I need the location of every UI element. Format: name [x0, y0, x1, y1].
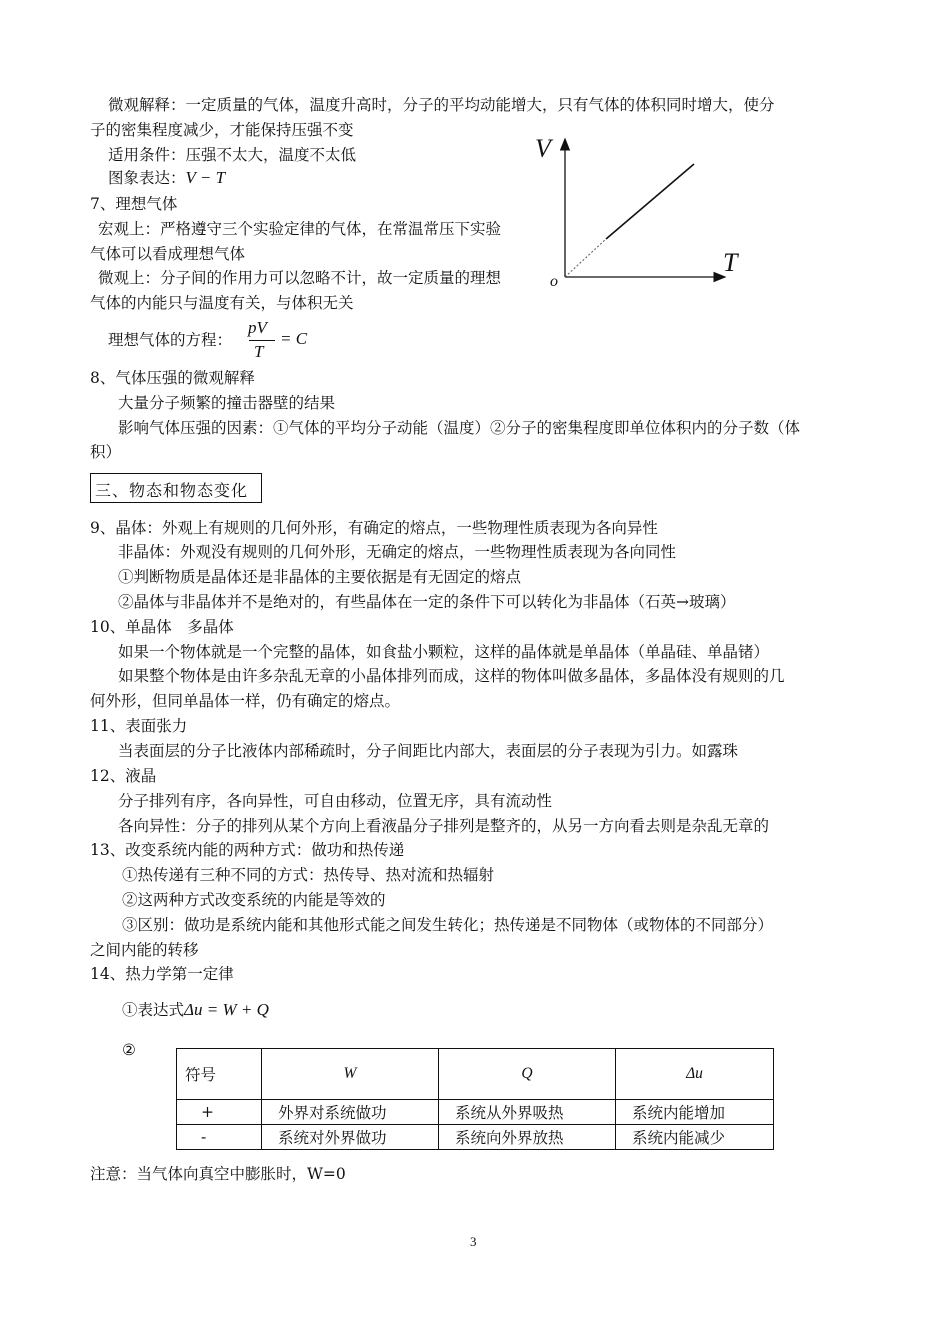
ideal-gas-equation-label: 理想气体的方程： — [108, 331, 233, 349]
table-header-cell: W — [262, 1049, 439, 1100]
internal-energy-line1: ①热传递有三种不同的方式：热传导、热对流和热辐射 — [122, 866, 495, 884]
table-header-cell: Q — [439, 1049, 616, 1100]
equation-numerator: pV — [248, 318, 267, 337]
micro-explanation-line2: 子的密集程度减少，才能保持压强不变 — [90, 121, 354, 139]
expression-formula: Δu = W + Q — [184, 1000, 269, 1019]
liquid-crystal-line2: 各向异性：分子的排列从某个方向上看液晶分子排列是整齐的，从另一方向看去则是杂乱无章的 — [118, 817, 770, 835]
applicable-conditions: 适用条件：压强不太大，温度不太低 — [108, 146, 357, 164]
ideal-gas-macro-line1: 宏观上：严格遵守三个实验定律的气体，在常温常压下实验 — [98, 220, 502, 238]
ideal-gas-micro-line1: 微观上：分子间的作用力可以忽略不计，故一定质量的理想 — [98, 269, 502, 287]
table-header-row — [177, 1049, 774, 1100]
internal-energy-line3: ③区别：做功是系统内能和其他形式能之间发生转化；热传递是不同物体（或物体的不同部分） — [122, 916, 774, 934]
noncrystal-line: 非晶体：外观没有规则的几何外形，无确定的熔点，一些物理性质表现为各向同性 — [118, 543, 677, 561]
single-poly-line2: 如果整个物体是由许多杂乱无章的小晶体排列而成，这样的物体叫做多晶体，多晶体没有规则的几 — [118, 667, 785, 685]
single-poly-line1: 如果一个物体就是一个完整的晶体，如食盐小颗粒，这样的晶体就是单晶体（单晶硅、单晶锗） — [118, 643, 770, 661]
internal-energy-line2: ②这两种方式改变系统的内能是等效的 — [122, 891, 386, 909]
origin-label: o — [550, 273, 558, 290]
table-cell: 系统从外界吸热 — [439, 1100, 616, 1125]
table-cell: 系统向外界放热 — [439, 1125, 616, 1150]
graph-expression-label: 图象表达： — [108, 169, 186, 187]
table-header-cell: Δu — [616, 1049, 774, 1100]
micro-explanation-line1: 微观解释：一定质量的气体，温度升高时，分子的平均动能增大，只有气体的体积同时增大，使分 — [108, 96, 775, 114]
pressure-title: 8、气体压强的微观解释 — [90, 369, 255, 387]
extrapolation-dotted-line — [565, 239, 606, 277]
page-number: 3 — [470, 1234, 477, 1249]
table-cell: 系统内能减少 — [616, 1125, 774, 1150]
table-row — [177, 1100, 774, 1125]
table-marker: ② — [122, 1041, 136, 1059]
crystal-note2: ②晶体与非晶体并不是绝对的，有些晶体在一定的条件下可以转化为非晶体（石英→玻璃） — [118, 593, 736, 611]
v-t-graph — [530, 130, 760, 295]
first-law-note: 注意：当气体向真空中膨胀时，W=0 — [90, 1165, 346, 1183]
pressure-line1: 大量分子频繁的撞击器壁的结果 — [118, 394, 336, 412]
single-poly-title: 10、单晶体 多晶体 — [90, 618, 234, 636]
pressure-line3: 积） — [90, 443, 122, 461]
liquid-crystal-line1: 分子排列有序，各向异性，可自由移动，位置无序，具有流动性 — [118, 792, 553, 810]
table-cell: 系统内能增加 — [616, 1100, 774, 1125]
first-law-title: 14、热力学第一定律 — [90, 965, 234, 983]
v-t-line — [606, 164, 694, 239]
table-header-cell: 符号 — [177, 1049, 262, 1100]
ideal-gas-macro-line2: 气体可以看成理想气体 — [90, 245, 246, 263]
surface-tension-line1: 当表面层的分子比液体内部稀疏时，分子间距比内部大，表面层的分子表现为引力。如露珠 — [118, 742, 739, 760]
pressure-line2: 影响气体压强的因素：①气体的平均分子动能（温度）②分子的密集程度即单位体积内的分子数（体 — [118, 419, 801, 437]
ideal-gas-micro-line2: 气体的内能只与温度有关，与体积无关 — [90, 294, 354, 312]
table-cell: 系统对外界做功 — [262, 1125, 439, 1150]
table-row — [177, 1125, 774, 1150]
fraction-bar — [249, 340, 275, 341]
internal-energy-line4: 之间内能的转移 — [90, 941, 199, 959]
equation-denominator: T — [254, 342, 264, 361]
table-cell: - — [177, 1125, 262, 1150]
first-law-expression-line — [122, 1000, 269, 1020]
expression-label: ①表达式 — [122, 1001, 185, 1019]
t-axis-label: T — [723, 248, 738, 277]
ideal-gas-title: 7、理想气体 — [90, 195, 178, 213]
internal-energy-title: 13、改变系统内能的两种方式：做功和热传递 — [90, 841, 405, 859]
table-cell: + — [177, 1100, 262, 1125]
crystal-title: 9、晶体：外观上有规则的几何外形，有确定的熔点，一些物理性质表现为各向异性 — [90, 519, 658, 537]
sign-convention-table — [176, 1048, 774, 1150]
ideal-gas-equation-fraction — [248, 318, 278, 364]
graph-expression-line — [108, 168, 225, 188]
v-axis-label: V — [535, 134, 551, 163]
surface-tension-title: 11、表面张力 — [90, 717, 188, 735]
single-poly-line3: 何外形，但同单晶体一样，仍有确定的熔点。 — [90, 692, 401, 710]
equation-rhs: = C — [280, 329, 308, 348]
table-cell: 外界对系统做功 — [262, 1100, 439, 1125]
crystal-note1: ①判断物质是晶体还是非晶体的主要依据是有无固定的熔点 — [118, 568, 522, 586]
graph-expression-formula: V − T — [185, 168, 226, 187]
liquid-crystal-title: 12、液晶 — [90, 767, 157, 785]
section-title-box: 三、物态和物态变化 — [90, 473, 262, 503]
